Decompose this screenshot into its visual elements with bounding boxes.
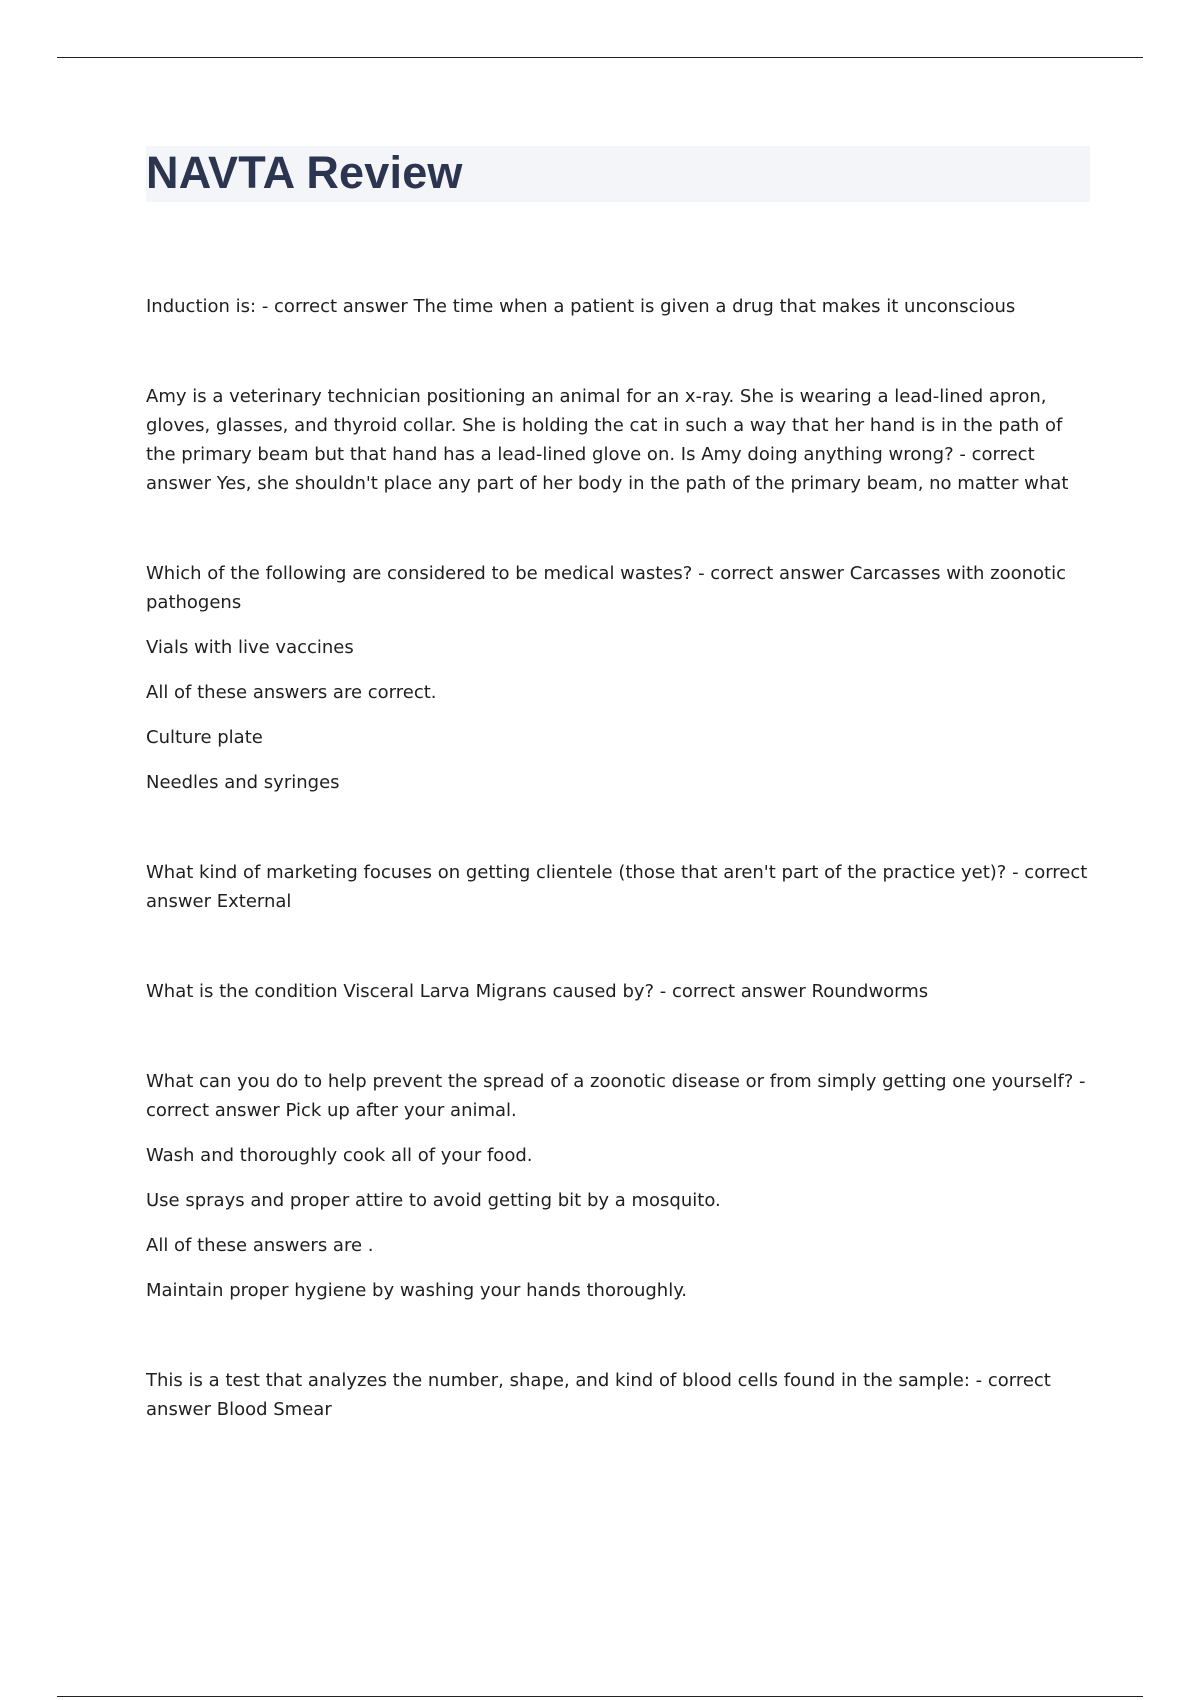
qa-option: Use sprays and proper attire to avoid getting bit by a mosquito. [146,1190,721,1211]
qa-text: Amy is a veterinary technician positioning an animal for an x-ray. She is wearing a lead-lined apron, gloves, glasses, and thyroid collar. She is holding the cat in such a way that her hand is in the path of the primary beam but that hand has a lead-lined glove on. Is Amy doing anything wrong? - correct answer Yes, she shouldn't place any part of her body in the path of the primary beam, no matter what [146,386,1069,494]
qa-item-zoonotic-prevention [146,1067,1090,1305]
qa-text: This is a test that analyzes the number, shape, and kind of blood cells found in the sample: - correct answer Blood Smear [146,1370,1051,1420]
page-title: NAVTA Review [146,147,463,198]
qa-item-xray-safety [146,382,1090,498]
qa-list [146,292,1090,1424]
qa-option: All of these answers are . [146,1235,374,1256]
qa-option: All of these answers are correct. [146,682,437,703]
qa-option: Needles and syringes [146,772,340,793]
qa-option: Maintain proper hygiene by washing your hands thoroughly. [146,1280,688,1301]
qa-item-larva-migrans [146,977,1090,1006]
qa-option: Vials with live vaccines [146,637,354,658]
qa-text: Which of the following are considered to be medical wastes? - correct answer Carcasses with zoonotic pathogens [146,563,1066,613]
title-band [146,146,1090,202]
top-rule [57,57,1143,58]
qa-text: What is the condition Visceral Larva Migrans caused by? - correct answer Roundworms [146,981,929,1002]
qa-text: What can you do to help prevent the spread of a zoonotic disease or from simply getting one yourself? - correct answer Pick up after your animal. [146,1071,1086,1121]
qa-item-induction [146,292,1090,321]
qa-text: Induction is: - correct answer The time when a patient is given a drug that makes it unconscious [146,296,1016,317]
bottom-rule [57,1696,1143,1697]
qa-option: Wash and thoroughly cook all of your food. [146,1145,533,1166]
qa-item-medical-wastes [146,559,1090,797]
qa-option: Culture plate [146,727,263,748]
qa-text: What kind of marketing focuses on getting clientele (those that aren't part of the practice yet)? - correct answer External [146,862,1088,912]
qa-item-marketing [146,858,1090,916]
qa-item-blood-smear [146,1366,1090,1424]
